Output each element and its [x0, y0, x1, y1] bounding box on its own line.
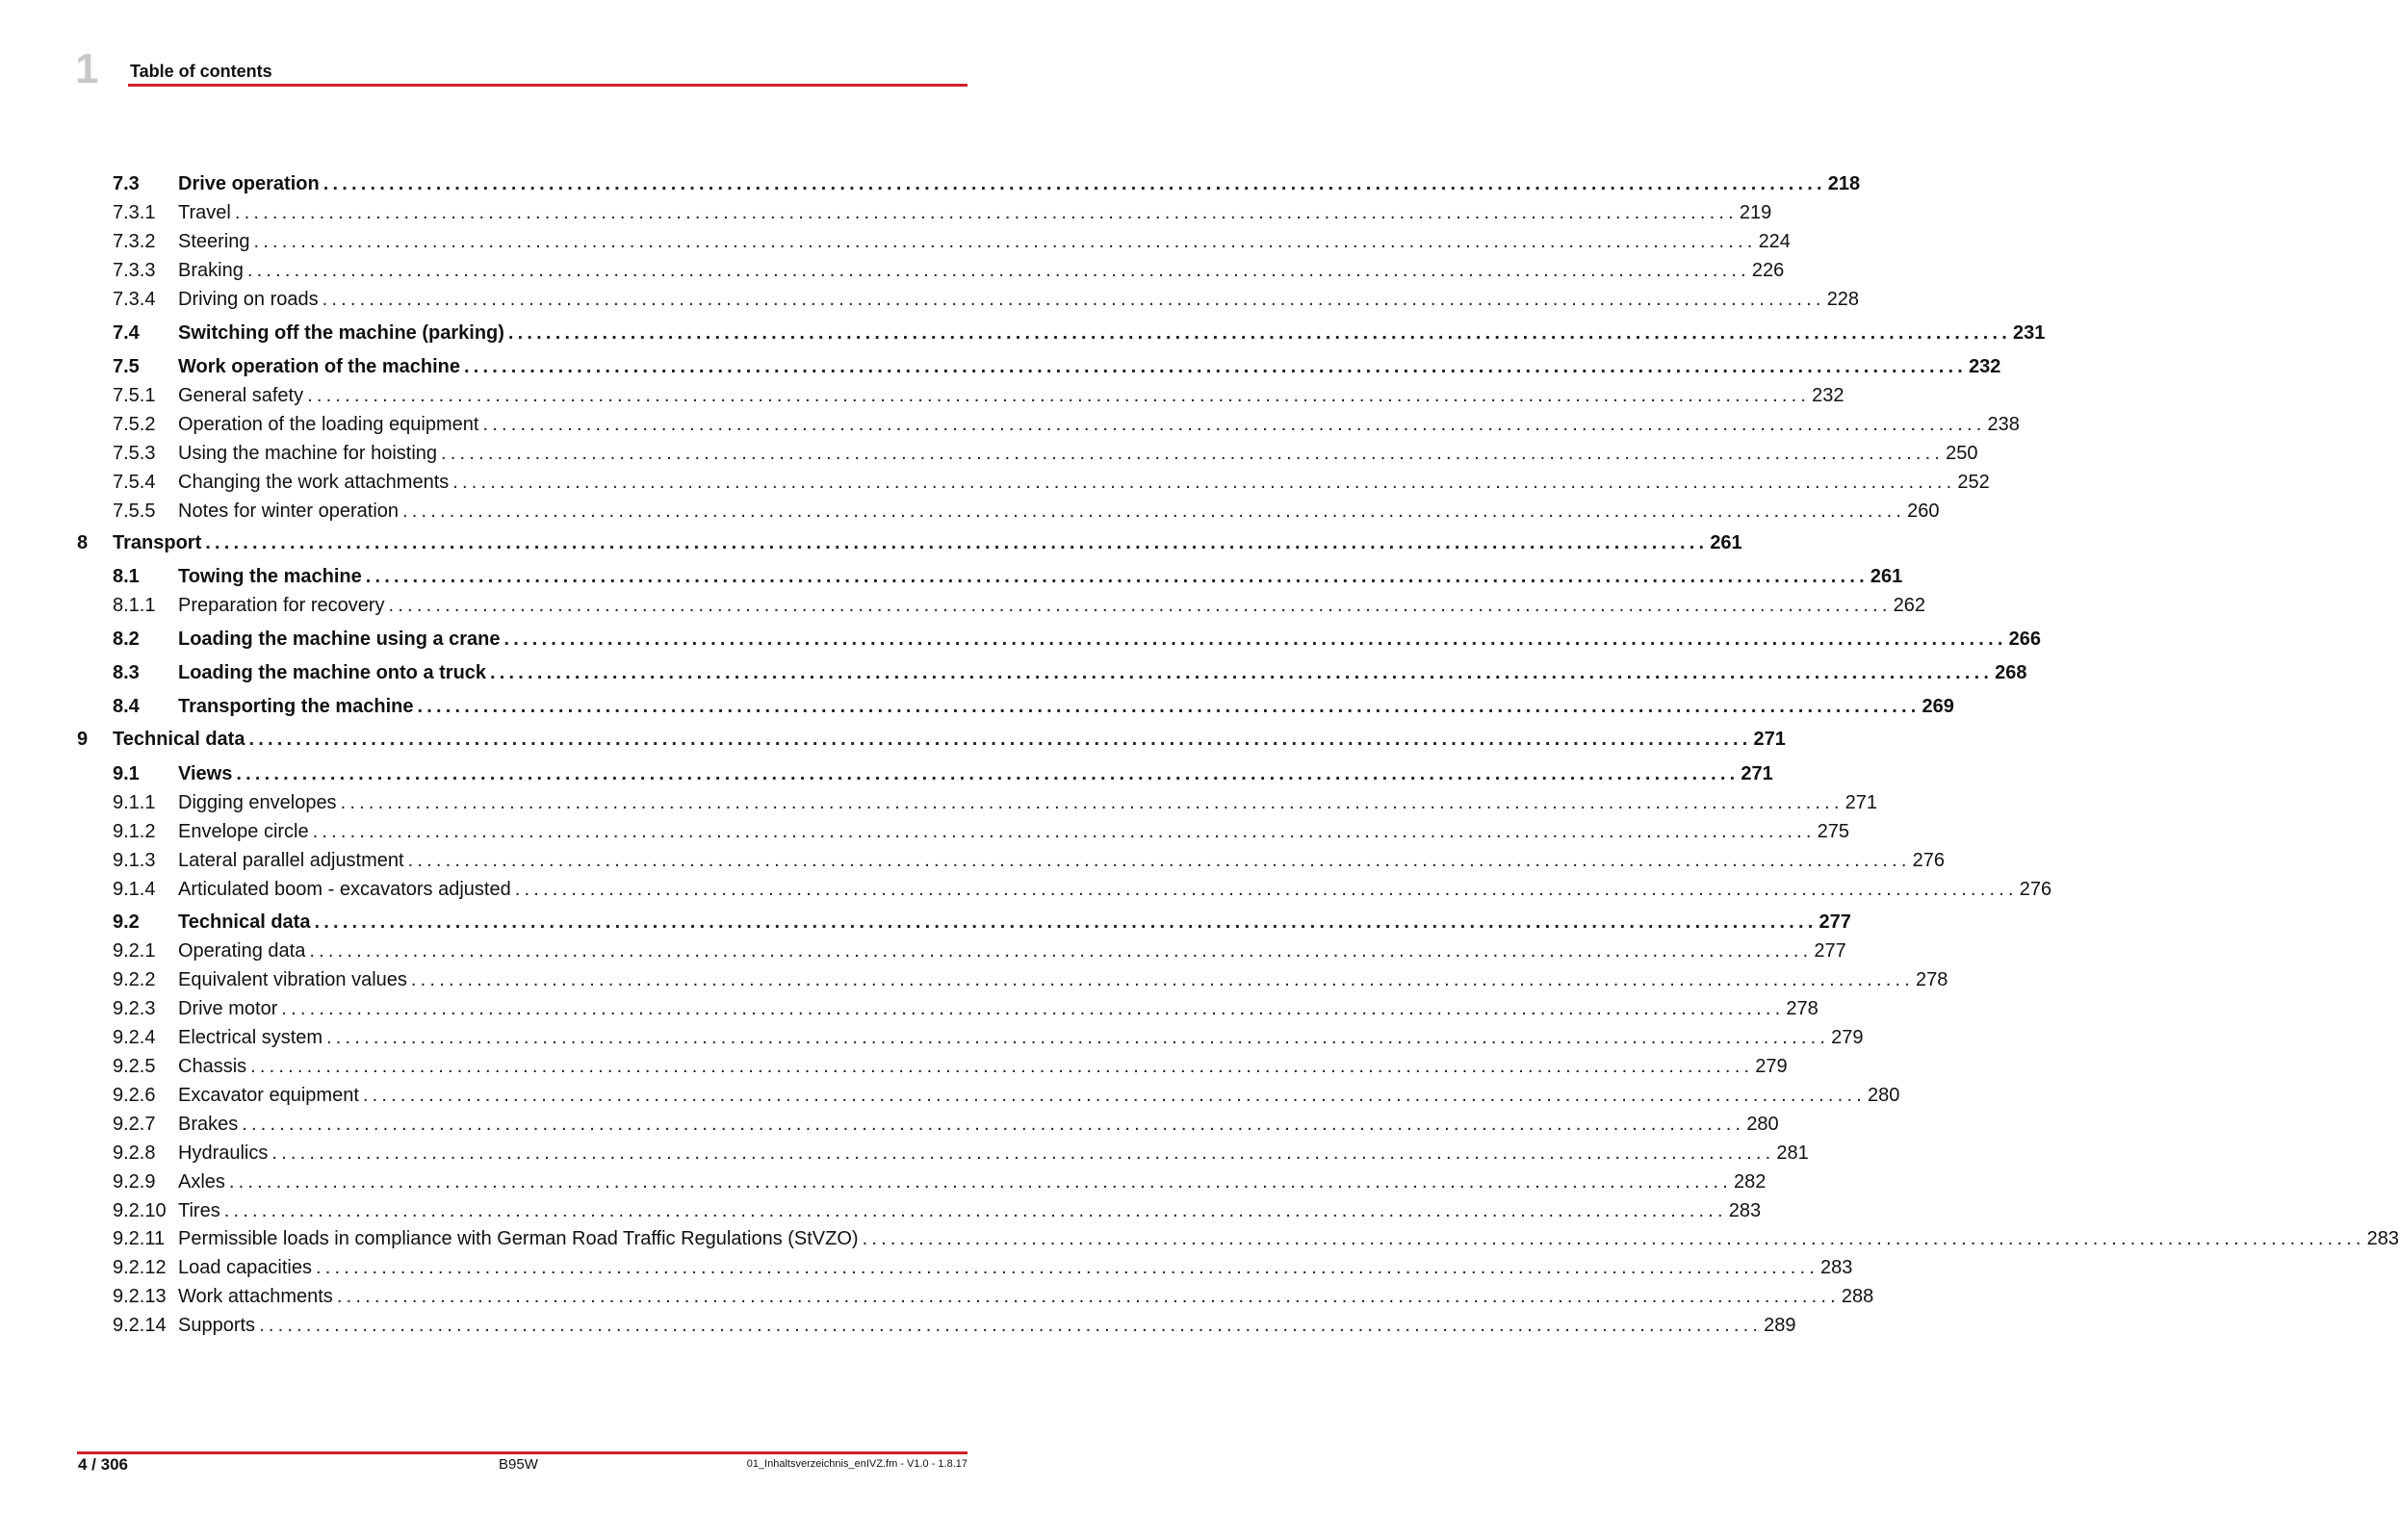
toc-entry-number: 9.2.4 [113, 1027, 156, 1048]
toc-entry-number: 9.2.11 [113, 1228, 166, 1249]
toc-entry[interactable] [0, 591, 1925, 620]
dot-leader: ................................................................................................................................................................ [205, 532, 1709, 553]
toc-entry-number: 9.2.12 [113, 1257, 167, 1278]
toc-entry-title: Views [178, 763, 233, 784]
toc-entry-page: 262 [1893, 595, 1925, 616]
toc-entry-page: 271 [1753, 729, 1786, 750]
toc-entry-number: 7.3 [113, 173, 140, 194]
toc-entry[interactable] [0, 788, 1877, 817]
toc-entry-number: 7.4 [113, 322, 140, 344]
dot-leader: ................................................................................................................................................................ [490, 662, 1994, 683]
toc-entry-page: 288 [1841, 1286, 1874, 1307]
toc-entry[interactable] [0, 528, 1742, 557]
toc-entry[interactable] [0, 908, 1851, 937]
toc-entry[interactable] [0, 256, 1785, 285]
toc-entry-number: 7.3.4 [113, 289, 156, 310]
toc-entry[interactable] [0, 1052, 1788, 1081]
toc-entry-number: 9.1.1 [113, 792, 156, 813]
toc-entry-number: 9.1.2 [113, 821, 156, 842]
dot-leader: ................................................................................................................................................................ [862, 1228, 2365, 1249]
toc-entry-title: Digging envelopes [178, 792, 337, 813]
toc-entry[interactable] [0, 725, 1786, 754]
toc-entry[interactable] [0, 410, 2020, 439]
dot-leader: ................................................................................................................................................................ [340, 792, 1844, 813]
dot-leader: ................................................................................................................................................................ [452, 472, 1956, 493]
toc-entry-page: 250 [1946, 443, 1978, 464]
dot-leader: ................................................................................................................................................................ [315, 1257, 1819, 1278]
toc-entry-page: 280 [1746, 1114, 1779, 1135]
toc-entry-page: 276 [1912, 850, 1946, 871]
toc-entry-title: Work operation of the machine [178, 356, 460, 377]
toc-entry-page: 232 [1812, 385, 1844, 406]
toc-entry-page: 228 [1826, 289, 1860, 310]
toc-entry-title: Towing the machine [178, 566, 362, 587]
dot-leader: ................................................................................................................................................................ [417, 696, 1921, 717]
toc-entry-page: 278 [1786, 998, 1819, 1019]
toc-entry[interactable] [0, 937, 1846, 965]
toc-entry-page: 275 [1817, 821, 1850, 842]
dot-leader: ................................................................................................................................................................ [309, 940, 1813, 962]
toc-entry-number: 9.2 [113, 911, 140, 933]
toc-entry-page: 266 [2008, 629, 2041, 650]
toc-entry-title: Travel [178, 202, 231, 223]
chapter-number: 1 [75, 45, 99, 92]
toc-entry-page: 238 [1987, 414, 2020, 435]
dot-leader: ................................................................................................................................................................ [248, 729, 1752, 750]
toc-entry[interactable] [0, 1196, 1762, 1225]
toc-entry[interactable] [0, 759, 1773, 788]
toc-entry-title: Supports [178, 1315, 256, 1336]
toc-entry-number: 9.2.2 [113, 969, 156, 990]
dot-leader: ................................................................................................................................................................ [271, 1142, 1775, 1164]
toc-entry-number: 8 [77, 532, 89, 553]
toc-entry-page: 277 [1814, 940, 1846, 962]
toc-entry-page: 276 [2019, 879, 2052, 900]
toc-entry[interactable] [0, 468, 1990, 497]
toc-entry-page: 224 [1758, 231, 1791, 252]
toc-entry-number: 8.1.1 [113, 595, 156, 616]
footer-page-indicator: 4 / 306 [78, 1455, 128, 1474]
toc-entry-title: Tires [178, 1200, 220, 1221]
dot-leader: ................................................................................................................................................................ [514, 879, 2018, 900]
dot-leader: ................................................................................................................................................................ [482, 414, 1986, 435]
toc-entry-title: Permissible loads in compliance with German Road Traffic Regulations (StVZO) [178, 1228, 859, 1249]
toc-entry-number: 8.4 [113, 696, 140, 717]
dot-leader: ................................................................................................................................................................ [223, 1200, 1727, 1221]
dot-leader: ................................................................................................................................................................ [253, 231, 1757, 252]
toc-entry-title: Notes for winter operation [178, 500, 400, 522]
toc-entry-number: 7.5.1 [113, 385, 156, 406]
toc-entry-page: 271 [1741, 763, 1773, 784]
dot-leader: ................................................................................................................................................................ [464, 356, 1968, 377]
toc-entry[interactable] [0, 1168, 1767, 1196]
toc-entry-title: Changing the work attachments [178, 472, 450, 493]
toc-entry-number: 7.3.2 [113, 231, 156, 252]
toc-entry-page: 283 [1728, 1200, 1762, 1221]
toc-entry-number: 9.1.3 [113, 850, 156, 871]
toc-entry-number: 9.2.3 [113, 998, 156, 1019]
toc-entry-title: Axles [178, 1171, 225, 1193]
toc-entry[interactable] [0, 965, 1948, 994]
dot-leader: ................................................................................................................................................................ [402, 500, 1906, 522]
dot-leader: ................................................................................................................................................................ [259, 1315, 1763, 1336]
dot-leader: ................................................................................................................................................................ [228, 1171, 1732, 1193]
toc-entry[interactable] [0, 1110, 1779, 1139]
dot-leader: ................................................................................................................................................................ [507, 322, 2011, 344]
dot-leader: ................................................................................................................................................................ [362, 1085, 1866, 1106]
toc-entry-page: 232 [1969, 356, 2001, 377]
toc-entry[interactable] [0, 198, 1772, 227]
toc-entry-number: 8.2 [113, 629, 140, 650]
toc-entry-number: 7.3.1 [113, 202, 156, 223]
toc-entry-title: Articulated boom - excavators adjusted [178, 879, 511, 900]
toc-entry-page: 283 [1820, 1257, 1853, 1278]
toc-entry[interactable] [0, 625, 2041, 654]
toc-entry[interactable] [0, 1311, 1796, 1340]
toc-entry-page: 252 [1957, 472, 1990, 493]
toc-entry[interactable] [0, 227, 1791, 256]
toc-entry[interactable] [0, 319, 2046, 347]
toc-entry-title: Chassis [178, 1056, 247, 1077]
toc-entry[interactable] [0, 352, 2001, 381]
toc-entry[interactable] [0, 381, 1844, 410]
toc-entry-number: 8.3 [113, 662, 140, 683]
dot-leader: ................................................................................................................................................................ [250, 1056, 1754, 1077]
toc-entry-title: Operating data [178, 940, 306, 962]
toc-entry-page: 231 [2012, 322, 2046, 344]
toc-entry-page: 289 [1764, 1315, 1796, 1336]
toc-entry-number: 9.1.4 [113, 879, 156, 900]
toc-entry-title: General safety [178, 385, 304, 406]
dot-leader: ................................................................................................................................................................ [410, 969, 1914, 990]
toc-entry-number: 9.2.10 [113, 1200, 167, 1221]
dot-leader: ................................................................................................................................................................ [312, 821, 1816, 842]
toc-entry-page: 271 [1844, 792, 1877, 813]
toc-entry-number: 9.2.9 [113, 1171, 156, 1193]
toc-entry-number: 8.1 [113, 566, 140, 587]
toc-entry-title: Work attachments [178, 1286, 333, 1307]
dot-leader: ................................................................................................................................................................ [246, 260, 1750, 281]
toc-entry-page: 218 [1827, 173, 1861, 194]
toc-entry-number: 7.3.3 [113, 260, 156, 281]
toc-entry-title: Transporting the machine [178, 696, 414, 717]
toc-entry-number: 9.2.5 [113, 1056, 156, 1077]
toc-entry-page: 279 [1755, 1056, 1788, 1077]
toc-entry-number: 9.2.7 [113, 1114, 156, 1135]
toc-entry[interactable] [0, 562, 1903, 591]
toc-entry-title: Technical data [113, 729, 245, 750]
toc-entry-title: Lateral parallel adjustment [178, 850, 404, 871]
toc-entry-page: 261 [1710, 532, 1742, 553]
toc-entry-title: Drive motor [178, 998, 278, 1019]
toc-entry-page: 278 [1915, 969, 1948, 990]
toc-entry-page: 283 [2366, 1228, 2399, 1249]
toc-entry-number: 7.5.3 [113, 443, 156, 464]
toc-entry[interactable] [0, 692, 1954, 721]
dot-leader: ................................................................................................................................................................ [322, 173, 1826, 194]
toc-entry-title: Steering [178, 231, 250, 252]
toc-entry-number: 9.1 [113, 763, 140, 784]
toc-entry-title: Load capacities [178, 1257, 312, 1278]
toc-entry[interactable] [0, 846, 1946, 875]
toc-entry-number: 9.2.14 [113, 1315, 167, 1336]
toc-entry[interactable] [0, 658, 2027, 687]
toc-entry-page: 281 [1776, 1142, 1809, 1164]
footer-model: B95W [499, 1456, 538, 1473]
header-divider [128, 84, 967, 87]
toc-entry[interactable] [0, 1139, 1809, 1168]
toc-entry-page: 279 [1831, 1027, 1864, 1048]
toc-entry[interactable] [0, 875, 2052, 904]
toc-entry-page: 261 [1870, 566, 1903, 587]
toc-entry-title: Drive operation [178, 173, 320, 194]
toc-entry-number: 9 [77, 729, 89, 750]
toc-entry-title: Braking [178, 260, 244, 281]
toc-entry[interactable] [0, 439, 1978, 468]
toc-entry-number: 9.2.1 [113, 940, 156, 962]
toc-entry[interactable] [0, 1253, 1853, 1282]
dot-leader: ................................................................................................................................................................ [307, 385, 1811, 406]
dot-leader: ................................................................................................................................................................ [314, 911, 1818, 933]
dot-leader: ................................................................................................................................................................ [407, 850, 1911, 871]
toc-entry[interactable] [0, 1023, 1864, 1052]
dot-leader: ................................................................................................................................................................ [281, 998, 1785, 1019]
toc-entry-title: Electrical system [178, 1027, 323, 1048]
footer-file-info: 01_Inhaltsverzeichnis_enIVZ.fm - V1.0 - 1.8.17 [746, 1458, 967, 1470]
dot-leader: ................................................................................................................................................................ [388, 595, 1892, 616]
toc-entry-page: 277 [1819, 911, 1851, 933]
toc-entry-title: Brakes [178, 1114, 239, 1135]
toc-entry[interactable] [0, 1081, 1900, 1110]
dot-leader: ................................................................................................................................................................ [336, 1286, 1840, 1307]
toc-entry-title: Loading the machine using a crane [178, 629, 501, 650]
toc-entry-title: Switching off the machine (parking) [178, 322, 504, 344]
toc-entry[interactable] [0, 1224, 2399, 1253]
toc-entry-title: Hydraulics [178, 1142, 269, 1164]
dot-leader: ................................................................................................................................................................ [326, 1027, 1830, 1048]
toc-entry[interactable] [0, 169, 1861, 198]
toc-entry-number: 9.2.6 [113, 1085, 156, 1106]
toc-entry-page: 219 [1739, 202, 1772, 223]
toc-entry-page: 268 [1995, 662, 2027, 683]
toc-entry-page: 282 [1733, 1171, 1767, 1193]
dot-leader: ................................................................................................................................................................ [234, 202, 1738, 223]
toc-entry[interactable] [0, 994, 1819, 1023]
dot-leader: ................................................................................................................................................................ [242, 1114, 1745, 1135]
toc-entry-title: Driving on roads [178, 289, 319, 310]
toc-entry-number: 9.2.13 [113, 1286, 167, 1307]
dot-leader: ................................................................................................................................................................ [322, 289, 1825, 310]
toc-entry[interactable] [0, 497, 1940, 526]
toc-entry-number: 7.5.5 [113, 500, 156, 522]
toc-entry[interactable] [0, 285, 1860, 314]
toc-entry[interactable] [0, 1282, 1874, 1311]
toc-entry-title: Envelope circle [178, 821, 309, 842]
dot-leader: ................................................................................................................................................................ [503, 629, 2007, 650]
toc-entry-page: 260 [1907, 500, 1940, 522]
toc-entry-number: 7.5 [113, 356, 140, 377]
toc-entry-title: Preparation for recovery [178, 595, 385, 616]
toc-entry-page: 269 [1922, 696, 1954, 717]
toc-entry-title: Using the machine for hoisting [178, 443, 438, 464]
footer-divider [77, 1451, 967, 1454]
dot-leader: ................................................................................................................................................................ [441, 443, 1945, 464]
toc-entry-page: 280 [1867, 1085, 1900, 1106]
toc-entry-page: 226 [1751, 260, 1785, 281]
toc-entry-title: Operation of the loading equipment [178, 414, 479, 435]
toc-entry[interactable] [0, 817, 1850, 846]
toc-entry-title: Loading the machine onto a truck [178, 662, 487, 683]
page-title: Table of contents [130, 62, 272, 81]
toc-entry-number: 7.5.4 [113, 472, 156, 493]
toc-entry-title: Excavator equipment [178, 1085, 359, 1106]
toc-entry-title: Equivalent vibration values [178, 969, 407, 990]
toc-entry-title: Technical data [178, 911, 311, 933]
toc-entry-title: Transport [113, 532, 202, 553]
dot-leader: ................................................................................................................................................................ [365, 566, 1869, 587]
dot-leader: ................................................................................................................................................................ [236, 763, 1740, 784]
toc-entry-number: 9.2.8 [113, 1142, 156, 1164]
toc-entry-number: 7.5.2 [113, 414, 156, 435]
